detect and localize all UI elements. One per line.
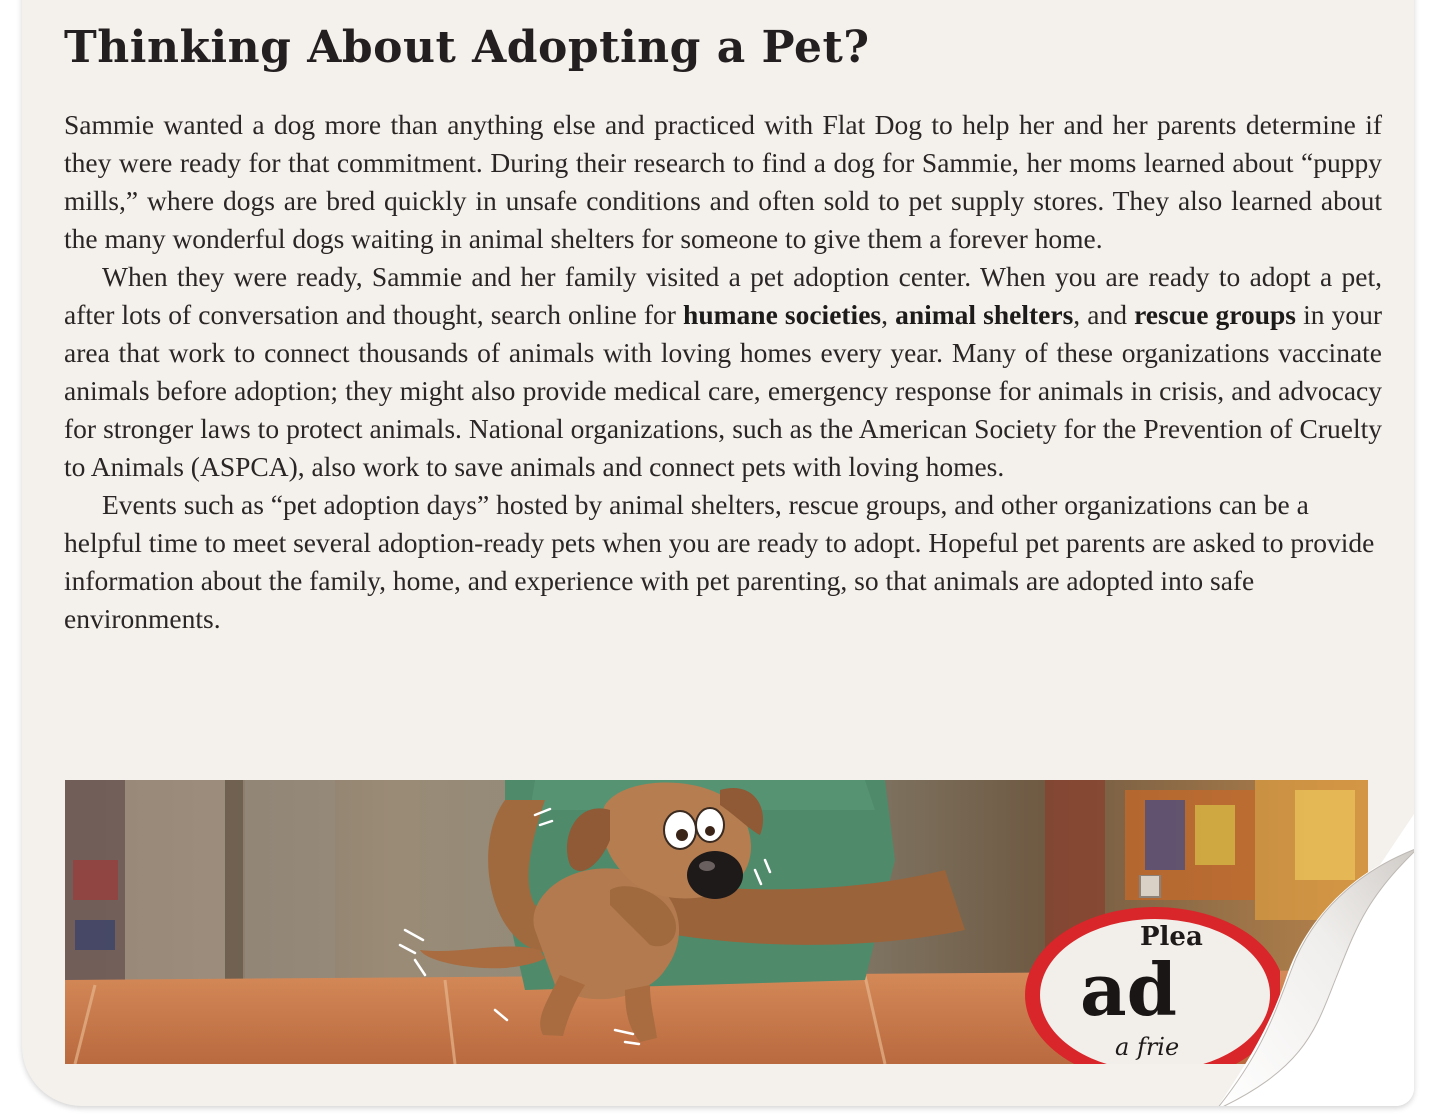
paragraph-1: Sammie wanted a dog more than anything else and practiced with Flat Dog to help her and her parents determine if they were ready for that commitment. During their research to find a dog for Sammie, her moms learned about “puppy mills,” where dogs are bred quickly in unsafe conditions and often sold to pet supply stores. They also learned about the many wonderful dogs waiting in animal shelters for someone to give them a forever home. [64, 109, 1382, 254]
sign-line-1: Plea [1140, 922, 1203, 952]
term-animal-shelters: animal shelters [895, 299, 1074, 330]
page-title: Thinking About Adopting a Pet? [64, 22, 870, 73]
paragraph-2 [64, 258, 1382, 486]
page-curl-icon [1156, 808, 1414, 1106]
sign-line-2: ad [1080, 947, 1177, 1032]
term-humane-societies: humane societies [683, 299, 882, 330]
puppy-nose [687, 851, 743, 899]
document-page [22, 0, 1414, 1106]
paragraph-2-text-d: , and [1073, 299, 1135, 330]
paragraph-2-text-e: in your area that work to connect thousands of animals with loving homes every year. Many of these organizations vaccinate animals before adoption; they might also provide medical care, emergency response for animals in crisis, and advocacy for stronger laws to protect animals. National organizations, such as the American Society for the Prevention of Cruelty to Animals (ASPCA), also work to save animals and connect pets with loving homes. [64, 299, 1382, 482]
puppy-eye-right [696, 808, 724, 842]
paragraph-2-text-a: When they were ready, Sammie and her family visited a pet adoption center. When you are ready to adopt a pet, after lots of conversation and thought, search online for [64, 261, 1382, 330]
sign-line-3: a frie [1115, 1033, 1180, 1061]
paragraph-3: Events such as “pet adoption days” hosted by animal shelters, rescue groups, and other organizations can be a helpful time to meet several adoption-ready pets when you are ready to adopt. Hopeful pet parents are asked to provide information about the family, home, and experience with pet parenting, so that animals are adopted into safe environments. [64, 489, 1375, 634]
term-rescue-groups: rescue groups [1134, 299, 1296, 330]
article-body [64, 106, 1382, 638]
paragraph-2-text-c: , [881, 299, 896, 330]
